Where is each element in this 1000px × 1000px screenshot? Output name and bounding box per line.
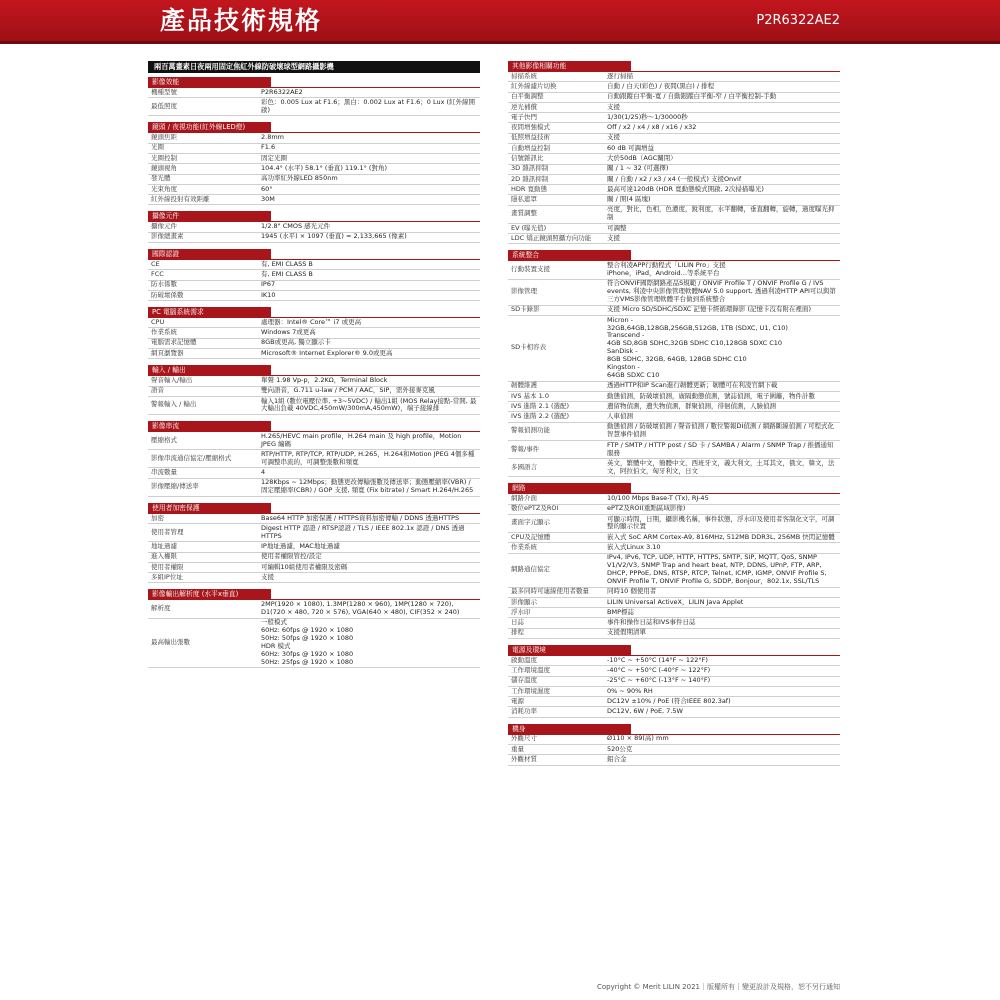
spec-value: 2.8mm	[261, 133, 285, 142]
spec-label: 加密	[151, 513, 164, 522]
spec-row	[508, 206, 840, 224]
spec-table	[508, 734, 840, 766]
spec-value: Micron - 32GB,64GB,128GB,256GB,512GB, 1TB (SDXC, U1, C10) Transcend - 4GB SD,8GB SDHC,32GB SDHC C10,128GB SDXC C10 SanDisk - 8GB SDHC, 32GB, 64GB, 128GB SDHC C10 Kingston - 64GB SDXC C10	[607, 315, 788, 379]
spec-row	[508, 588, 840, 598]
spec-label: 紅外線投射有效距離	[151, 194, 210, 203]
spec-value: -10°C ~ +50°C (14°F ~ 122°F)	[607, 655, 708, 664]
spec-label: 排程	[511, 628, 524, 637]
spec-value: 鋁合金	[607, 754, 627, 763]
spec-label: 鏡頭視角	[151, 164, 177, 172]
spec-row	[148, 376, 480, 386]
section-heading: 網路	[508, 483, 631, 493]
spec-value: 動態偵測 / 防破壞偵測 / 聲音偵測 / 數位警報DI偵測 / 網路斷線偵測 / 可程式化智慧事件偵測	[607, 422, 835, 439]
spec-value: 可顯示時間，日期，攝影機名稱，事件狀態，浮水印及使用者客制化文字，可調整的顯示位置	[607, 514, 835, 531]
spec-value: 關 / 開(4 區塊)	[607, 195, 651, 204]
spec-label: 畫面字元顯示	[511, 518, 550, 527]
section-heading: 影像輸出解析度 (水平x垂直)	[148, 589, 271, 599]
spec-row	[508, 598, 840, 608]
spec-value: 128Kbps ~ 12Mbps；動態更改傳輸張數及傳送率；動態壓縮率(VBR) / 固定壓縮率(CBR) / GOP 支援, 頻寬 (Fix bitrate) / Smart H.264/H.265	[261, 478, 474, 495]
spec-label: SD卡錄影	[511, 305, 540, 314]
spec-label: 浮水印	[511, 607, 531, 616]
spec-value: 自動 / 白天(彩色) / 夜間(黑白) / 排程	[607, 81, 715, 90]
spec-value: 處理器：Intel® Core™ i7 或更高	[261, 317, 362, 326]
spec-value: 支援	[607, 233, 620, 242]
spec-row	[508, 441, 840, 459]
spec-label: 最多同時可連線使用者數量	[511, 587, 589, 596]
spec-value: 亮度，對比，色相，色濃度，銳利度，水平翻轉，垂直翻轉，旋轉，過度曝光抑制	[607, 205, 835, 222]
spec-row	[508, 629, 840, 639]
spec-value: RTP/HTTP, RTP/TCP, RTP/UDP, H.265，H.264和Motion JPEG 4個多種可調整串流的，可調整張數和頻寬	[261, 449, 475, 466]
spec-value: 10/100 Mbps Base-T (Tx), RJ-45	[607, 493, 709, 502]
spec-row	[148, 260, 480, 270]
spec-value: LILIN Universal ActiveX，LILIN Java Applet	[607, 597, 744, 606]
spec-value: 支援 Micro SD/SDHC/SDXC 記憶卡經循環錄影 (記憶卡沒有附在裡面)	[607, 305, 812, 314]
spec-row	[508, 745, 840, 755]
spec-label: 使用者管理	[151, 527, 184, 536]
spec-row	[148, 318, 480, 328]
spec-row	[508, 533, 840, 543]
spec-label: 警報/事件	[511, 444, 540, 453]
section-heading: 影像效能	[148, 77, 271, 87]
spec-label: 網頁瀏覽器	[151, 348, 184, 357]
right-sections	[508, 61, 840, 766]
spec-value: 大於50dB（AGC關閉）	[607, 153, 677, 162]
spec-label: IVS 基本 1.0	[511, 391, 549, 400]
spec-row	[508, 316, 840, 382]
spec-label: 光束角度	[151, 184, 177, 193]
spec-label: 啟動溫度	[511, 655, 537, 664]
spec-value: 支援	[607, 133, 620, 142]
copyright-footer: Copyright © Merit LILIN 2021｜版權所有｜變更設計及規格，恕不另行通知	[597, 983, 840, 991]
spec-value: 2MP(1920 × 1080), 1.3MP(1280 × 960), 1MP(1280 × 720), D1(720 × 480, 720 × 576), VGA(640 × 480), CIF(352 × 240)	[261, 600, 460, 617]
section-heading: 國際認證	[148, 249, 271, 259]
spec-row	[148, 349, 480, 359]
spec-table	[508, 655, 840, 718]
spec-label: 光圈控制	[151, 153, 177, 162]
spec-row	[508, 280, 840, 306]
right-column	[508, 61, 840, 772]
spec-value: IK10	[261, 290, 276, 299]
spec-table	[148, 599, 480, 668]
spec-table	[508, 493, 840, 639]
spec-label: 多國語言	[511, 462, 537, 471]
spec-label: 作業系統	[151, 328, 177, 337]
section-heading: 機身	[508, 724, 631, 734]
spec-label: CE	[151, 259, 160, 268]
spec-row	[148, 185, 480, 195]
spec-label: 語音	[151, 386, 164, 395]
spec-row	[508, 402, 840, 412]
spec-label: 韌體維護	[511, 381, 537, 390]
spec-row	[508, 697, 840, 707]
page-title: 產品技術規格	[160, 6, 323, 35]
spec-value: Microsoft® Internet Explorer® 9.0或更高	[261, 348, 393, 357]
spec-value: F1.6	[261, 143, 276, 152]
section-heading: 影像串流	[148, 421, 271, 431]
section-heading: 鏡頭 / 夜視功能(紅外線LED燈)	[148, 122, 271, 132]
spec-row	[148, 98, 480, 116]
section-heading: 系統整合	[508, 250, 631, 260]
spec-row	[148, 432, 480, 450]
header-banner	[0, 0, 1000, 44]
spec-value: 支援	[261, 572, 274, 581]
spec-value: 可編輯10組使用者權限及密碼	[261, 562, 348, 571]
spec-row	[148, 553, 480, 563]
spec-row	[148, 387, 480, 397]
spec-value: ePTZ及ROI(重點區域影像)	[607, 504, 686, 513]
spec-value: 彩色：0.005 Lux at F1.6；黑白：0.002 Lux at F1.6；0 Lux (紅外線開啟)	[261, 97, 476, 114]
spec-row	[148, 573, 480, 583]
spec-label: 消耗功率	[511, 707, 537, 716]
spec-row	[508, 165, 840, 175]
spec-label: 儲存溫度	[511, 676, 537, 685]
spec-table	[148, 259, 480, 301]
spec-row	[148, 291, 480, 301]
section-heading: PC 電腦系統需求	[148, 307, 271, 317]
spec-label: 多組IP位址	[151, 572, 183, 581]
spec-label: 作業系統	[511, 543, 537, 551]
spec-label: 防水係數	[151, 280, 177, 289]
spec-row	[148, 479, 480, 497]
spec-value: IPv4, IPv6, TCP, UDP, HTTP, HTTPS, SMTP, SIP, MQTT, QoS, SNMP V1/V2/V3, SNMP Trap and heart beat, NTP, DDNS, UPnP, FTP, ARP, DHCP, PPPoE, DNS, RTSP, RTCP, Telnet, ICMP, IGMP, ONVIF Profile S, ONVIF Profile T, ONVIF Profile G, SDDP, Bonjour，802.1x, SSL/TLS	[607, 553, 827, 585]
spec-row	[508, 306, 840, 316]
spec-label: 工作環境溫度	[511, 665, 550, 674]
spec-value: 人車偵測	[607, 412, 633, 421]
spec-value: H.265/HEVC main profile，H.264 main 及 high profile，Motion JPEG 編碼	[261, 431, 462, 448]
spec-value: 輸入1組 (數位電壓位準, +3~5VDC) / 輸出1組 (MOS Relay接點-常開, 最大輸出負載 40VDC,450mW/300mA,450mW)，端子接線排	[261, 396, 477, 413]
spec-value: 透過HTTP和IP Scan進行韌體更新；韌體可在利凌官網下載	[607, 381, 778, 390]
spec-value: 有, EMI CLASS B	[261, 259, 313, 268]
spec-value: 單聲 1.98 Vp-p，2.2KΩ，Terminal Block	[261, 375, 388, 384]
spec-value: 事件和操作日誌和IVS事件日誌	[607, 618, 696, 627]
spec-label: 網路通信協定	[511, 565, 550, 574]
spec-value: IP地址過濾，MAC地址過濾	[261, 542, 340, 550]
spec-value: 關 / 自動 / x2 / x3 / x4 (一般模式) 支援Onvif	[607, 174, 742, 183]
spec-row	[148, 397, 480, 415]
spec-label: 自動增益控制	[511, 143, 550, 152]
spec-label: 影像串流通信協定/壓縮格式	[151, 453, 232, 462]
spec-label: 外觀材質	[511, 754, 537, 763]
spec-value: 雙向語音，G.711 u-law / PCM / AAC，SIP，需外接麥克風	[261, 386, 435, 395]
spec-value: IP67	[261, 280, 276, 289]
spec-label: 逆光補償	[511, 102, 537, 111]
spec-label: 地址過濾	[151, 542, 177, 550]
spec-label: 隱私遮罩	[511, 195, 537, 204]
spec-row	[148, 563, 480, 573]
spec-row	[508, 656, 840, 666]
spec-row	[508, 666, 840, 676]
spec-row	[508, 755, 840, 765]
spec-label: 白平衡調整	[511, 92, 544, 101]
spec-label: 行動裝置支援	[511, 265, 550, 274]
spec-label: 防破壞係數	[151, 290, 184, 299]
spec-row	[508, 224, 840, 234]
spec-label: 鏡頭焦距	[151, 133, 177, 142]
spec-row	[148, 619, 480, 669]
spec-row	[508, 382, 840, 392]
spec-value: Digest HTTP 認證 / RTSP認證 / TLS / IEEE 802.1x 認證 / DNS 透過HTTPS	[261, 523, 465, 540]
spec-row	[148, 524, 480, 542]
spec-value: Off / x2 / x4 / x8 / x16 / x32	[607, 123, 697, 132]
spec-label: 影像總畫素	[151, 232, 184, 241]
spec-row	[508, 154, 840, 164]
spec-row	[508, 113, 840, 123]
spec-table	[148, 317, 480, 359]
spec-value: 同時10 個使用者	[607, 587, 657, 596]
spec-row	[148, 175, 480, 185]
spec-table	[148, 87, 480, 116]
spec-value: -40°C ~ +50°C (-40°F ~ 122°F)	[607, 665, 711, 674]
spec-value: 高功率紅外線LED 850nm	[261, 174, 338, 183]
spec-value: 英文，繁體中文，簡體中文，西班牙文，義大利文，土耳其文，俄文，韓文，法文，阿拉伯文，匈牙利文，日文	[607, 458, 835, 475]
spec-label: 電腦需求記憶體	[151, 338, 197, 347]
spec-value: 1/2.8" CMOS 感光元件	[261, 222, 331, 231]
spec-label: LDC 矯正鏡頭照攝方向功能	[511, 233, 592, 242]
spec-value: 8GB或更高, 獨立顯示卡	[261, 338, 331, 347]
spec-row	[508, 618, 840, 628]
spec-table	[148, 431, 480, 497]
spec-label: SD卡相容表	[511, 343, 547, 352]
spec-row	[148, 339, 480, 349]
spec-label: 電源	[511, 696, 524, 705]
spec-value: 104.4° (水平) 58.1° (垂直) 119.1° (對角)	[261, 164, 387, 172]
spec-row	[148, 233, 480, 243]
spec-label: 夜間增強模式	[511, 123, 550, 132]
spec-label: IVS 進階 2.2 (選配)	[511, 412, 570, 421]
spec-label: 攝像元件	[151, 222, 177, 231]
spec-row	[508, 687, 840, 697]
spec-label: 畫質調整	[511, 209, 537, 218]
spec-value: 支援假期清單	[607, 628, 646, 637]
spec-label: 光圈	[151, 143, 164, 152]
spec-row	[508, 185, 840, 195]
spec-label: CPU及記憶體	[511, 532, 551, 541]
spec-row	[508, 677, 840, 687]
spec-value: 固定光圈	[261, 153, 287, 162]
spec-label: 解析度	[151, 604, 171, 613]
spec-value: 自動跟蹤白平衡-寬 / 自動跟蹤白平衡-窄 / 白平衡控制-手動	[607, 92, 777, 101]
spec-row	[508, 735, 840, 745]
model-number: P2R6322AE2	[756, 13, 840, 28]
spec-value: DC12V, 6W / PoE, 7.5W	[607, 707, 683, 716]
spec-row	[508, 123, 840, 133]
section-heading: 使用者加密保護	[148, 503, 271, 513]
spec-row	[508, 72, 840, 82]
spec-row	[508, 103, 840, 113]
spec-label: 低照增益技術	[511, 133, 550, 142]
spec-label: 發光體	[151, 174, 171, 183]
spec-row	[508, 554, 840, 588]
spec-row	[148, 154, 480, 164]
spec-value: 支援	[607, 102, 620, 111]
spec-value: 520公克	[607, 744, 633, 753]
spec-value: 逐行掃描	[607, 71, 633, 80]
spec-label: 掃描系統	[511, 71, 537, 80]
spec-row	[148, 600, 480, 618]
spec-row	[148, 88, 480, 98]
spec-label: 重量	[511, 744, 524, 753]
spec-row	[148, 144, 480, 154]
spec-value: 60°	[261, 184, 273, 193]
product-heading: 兩百萬畫素日夜兩用固定焦紅外線防破壞球型網路攝影機	[148, 61, 480, 73]
spec-label: IVS 進階 2.1 (選配)	[511, 401, 570, 410]
spec-value: P2R6322AE2	[261, 87, 303, 96]
spec-label: 影像管理	[511, 287, 537, 296]
spec-table	[148, 132, 480, 205]
spec-label: EV (曝光值)	[511, 223, 547, 232]
spec-row	[508, 93, 840, 103]
spec-label: 網路介面	[511, 493, 537, 502]
spec-label: CPU	[151, 317, 165, 326]
spec-value: 嵌入式Linux 3.10	[607, 543, 661, 551]
spec-label: 影像顯示	[511, 597, 537, 606]
spec-value: 可調整	[607, 223, 627, 232]
spec-row	[508, 707, 840, 717]
spec-row	[508, 261, 840, 279]
spec-row	[148, 195, 480, 205]
spec-label: 信號雜訊比	[511, 153, 544, 162]
spec-row	[508, 543, 840, 553]
spec-row	[148, 281, 480, 291]
spec-row	[508, 392, 840, 402]
spec-value: 一般模式 60Hz: 60fps @ 1920 × 1080 50Hz: 50fps @ 1920 × 1080 HDR 模式 60Hz: 30fps @ 1920 × 1080 50Hz: 25fps @ 1920 × 1080	[261, 618, 354, 666]
spec-label: 工作環境濕度	[511, 686, 550, 695]
spec-label: 警報輸入 / 輸出	[151, 400, 197, 409]
spec-value: 整合利凌APP行動程式「LILIN Pro」支援 iPhone，iPad，Android…等系統平台	[607, 261, 726, 277]
spec-value: Base64 HTTP 加密保護 / HTTPS資料加密傳輸 / DDNS 透過HTTPS	[261, 513, 460, 522]
spec-label: 數位ePTZ及ROI	[511, 504, 559, 513]
spec-label: 警報偵測功能	[511, 426, 550, 435]
spec-value: FTP / SMTP / HTTP post / SD 卡 / SAMBA / Alarm / SNMP Trap / 推播通知服務	[607, 440, 834, 457]
spec-value: 關 / 1 ~ 32 (可選擇)	[607, 164, 669, 173]
spec-value: 動態偵測，防破壞偵測，廣隔動態偵測，號誌偵測，電子圍籬，物件計數	[607, 391, 815, 400]
spec-value: 遺留物偵測，遺失物偵測，群聚偵測，徘徊偵測，人臉偵測	[607, 401, 776, 410]
spec-value: DC12V ±10% / PoE (符合IEEE 802.3af)	[607, 696, 731, 705]
spec-label: 3D 雜訊抑制	[511, 164, 549, 173]
spec-value: 0% ~ 90% RH	[607, 686, 653, 695]
spec-table	[148, 221, 480, 243]
spec-label: 2D 雜訊抑制	[511, 174, 549, 183]
spec-row	[508, 175, 840, 185]
spec-value: 符合ONVIF國際網路產品S規範 / ONVIF Profile T / ONVIF Profile G / IVS events, 利凌中央影像管理軟體NAV 5.0 support, 透過利凌HTTP API可以與第三方VMS影像管理軟體平台做到系統整合	[607, 279, 836, 304]
spec-label: FCC	[151, 269, 164, 278]
spec-value: 1/30(1/25)秒～1/30000秒	[607, 112, 688, 121]
spec-value: BMP標誌	[607, 607, 634, 616]
section-heading: 攝像元件	[148, 211, 271, 221]
spec-label: 聲音輸入/輸出	[151, 375, 193, 384]
spec-value: 使用者權限管控/設定	[261, 552, 322, 561]
spec-value: 60 dB 可調增益	[607, 143, 654, 152]
spec-label: 機種型號	[151, 87, 177, 96]
spec-table	[148, 513, 480, 584]
spec-row	[508, 515, 840, 533]
spec-label: 電子快門	[511, 112, 537, 121]
spec-label: 串流數量	[151, 468, 177, 477]
spec-label: 進入權限	[151, 552, 177, 561]
spec-table	[508, 260, 840, 477]
spec-table	[508, 71, 840, 244]
spec-value: 有, EMI CLASS B	[261, 269, 313, 278]
spec-value: 嵌入式 SoC ARM Cortex-A9, 816MHz, 512MB DDR3L, 256MB 快閃記憶體	[607, 532, 835, 541]
spec-label: 紅外線濾片切換	[511, 81, 557, 90]
spec-row	[508, 505, 840, 515]
spec-value: -25°C ~ +60°C (-13°F ~ 140°F)	[607, 676, 711, 685]
spec-value: 最高可達120dB (HDR 寬動態模式開啟, 2次掃描曝光)	[607, 184, 764, 193]
spec-label: 使用者權限	[151, 562, 184, 571]
left-column	[148, 61, 480, 674]
spec-row	[508, 144, 840, 154]
spec-row	[148, 514, 480, 524]
spec-row	[508, 608, 840, 618]
spec-row	[148, 133, 480, 143]
spec-row	[508, 134, 840, 144]
spec-label: 外觀尺寸	[511, 734, 537, 743]
section-heading: 其他影像相關功能	[508, 61, 631, 71]
spec-label: 最低照度	[151, 101, 177, 110]
section-heading: 輸入 / 輸出	[148, 365, 271, 375]
spec-label: HDR 寬動態	[511, 184, 547, 193]
spec-value: 1945 (水平) × 1097 (垂直) = 2,133,665 (像素)	[261, 232, 407, 241]
spec-table	[148, 375, 480, 415]
spec-row	[148, 270, 480, 280]
spec-value: Ø110 × 89(高) mm	[607, 734, 669, 743]
spec-label: 影像壓縮/傳送率	[151, 482, 199, 491]
spec-row	[508, 234, 840, 244]
spec-value: 4	[261, 468, 266, 477]
spec-value: Windows 7或更高	[261, 328, 316, 337]
spec-label: 壓縮格式	[151, 435, 177, 444]
section-heading: 電源及環境	[508, 645, 631, 655]
spec-value: 30M	[261, 194, 275, 203]
spec-row	[508, 423, 840, 441]
spec-row	[148, 450, 480, 468]
left-sections	[148, 77, 480, 668]
spec-row	[508, 459, 840, 477]
spec-label: 最高輸出張數	[151, 638, 190, 647]
spec-label: 日誌	[511, 618, 524, 627]
